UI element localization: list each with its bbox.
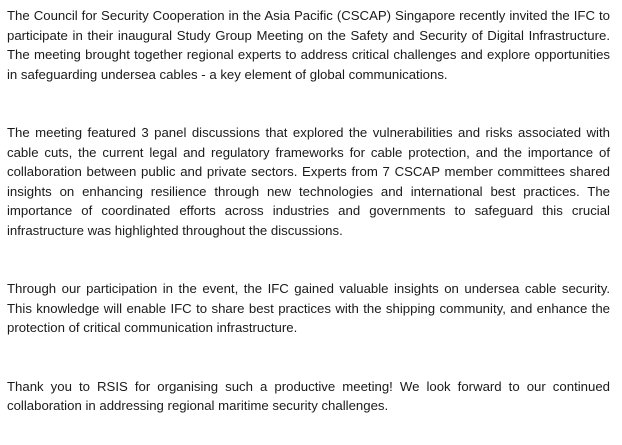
- document-body: [7, 6, 610, 416]
- paragraph-panel-discussions: The meeting featured 3 panel discussions that explored the vulnerabilities and risks associated with cable cuts, the current legal and regulatory frameworks for cable protection, and the importance of collaboration between public and private sectors. Experts from 7 CSCAP member committees shared insights on enhancing resilience through new technologies and international best practices. The importance of coordinated efforts across industries and governments to safeguard this crucial infrastructure was highlighted throughout the discussions.: [7, 125, 610, 238]
- paragraph-ifc-participation: Through our participation in the event, the IFC gained valuable insights on undersea cable security. This knowledge will enable IFC to share best practices with the shipping community, and enhance the protection of critical communication infrastructure.: [7, 281, 610, 335]
- paragraph-intro: The Council for Security Cooperation in the Asia Pacific (CSCAP) Singapore recently invited the IFC to participate in their inaugural Study Group Meeting on the Safety and Security of Digital Infrastructure. The meeting brought together regional experts to address critical challenges and explore opportunities in safeguarding undersea cables - a key element of global communications.: [7, 8, 610, 82]
- paragraph-thanks: Thank you to RSIS for organising such a productive meeting! We look forward to our continued collaboration in addressing regional maritime security challenges.: [7, 378, 610, 413]
